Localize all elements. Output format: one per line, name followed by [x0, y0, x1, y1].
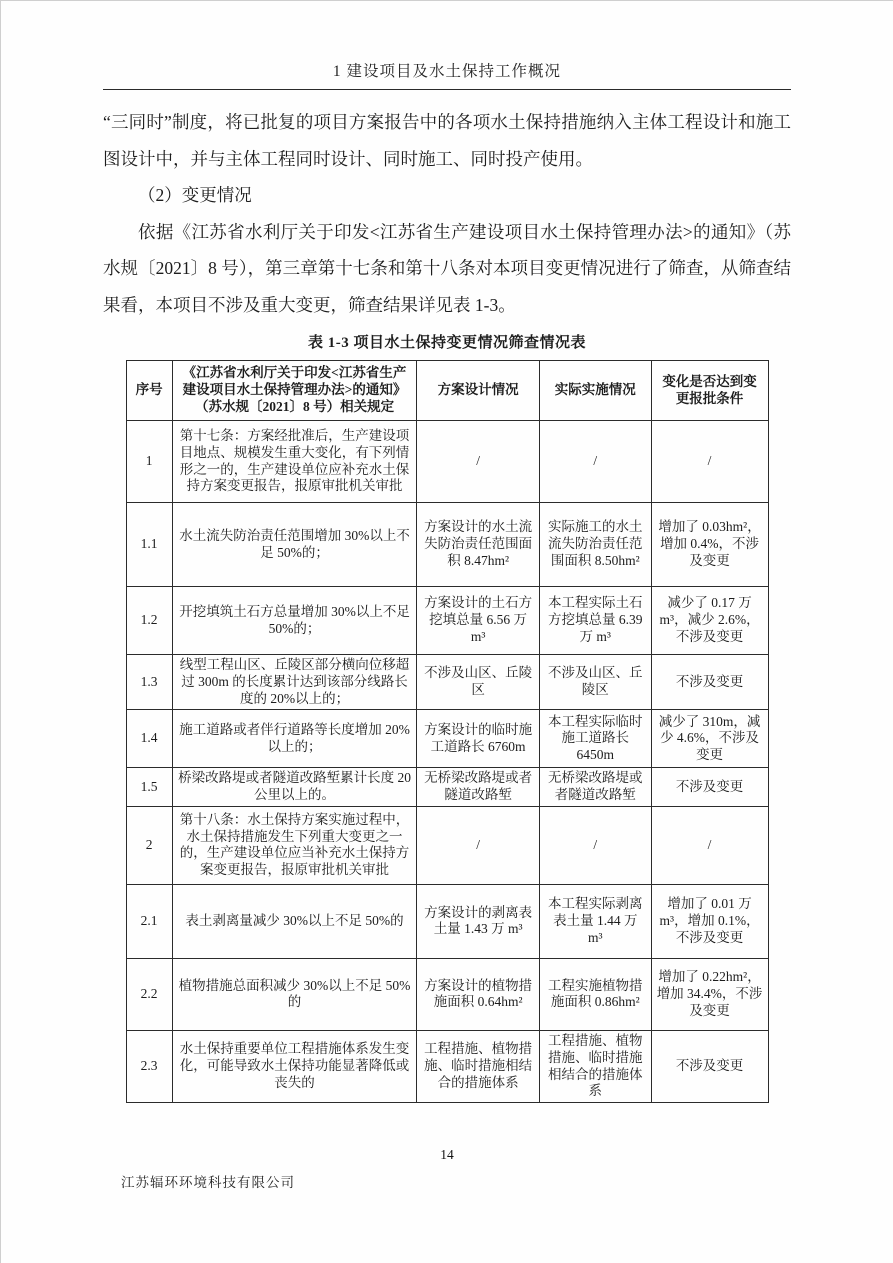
table-row — [126, 503, 768, 587]
table-row — [126, 655, 768, 710]
cell-change: 增加了 0.22hm²，增加 34.4%，不涉及变更 — [651, 958, 768, 1030]
cell-change: 减少了 310m，减少 4.6%，不涉及变更 — [651, 710, 768, 768]
cell-no: 1 — [126, 421, 172, 503]
cell-actual: / — [539, 421, 651, 503]
cell-design: / — [417, 806, 540, 884]
cell-regulation: 第十七条：方案经批准后，生产建设项目地点、规模发生重大变化，有下列情形之一的，生产建设单位应补充水土保持方案变更报告，报原审批机关审批 — [172, 421, 417, 503]
cell-design: 无桥梁改路堤或者隧道改路堑 — [417, 768, 540, 807]
table-row — [126, 1030, 768, 1102]
cell-no: 1.1 — [126, 503, 172, 587]
table-row — [126, 806, 768, 884]
cell-design: 方案设计的水土流失防治责任范围面积 8.47hm² — [417, 503, 540, 587]
cell-actual: 本工程实际剥离表土量 1.44 万 m³ — [539, 884, 651, 958]
cell-regulation: 施工道路或者伴行道路等长度增加 20%以上的； — [172, 710, 417, 768]
cell-change: / — [651, 806, 768, 884]
cell-change: 减少了 0.17 万 m³，减少 2.6%，不涉及变更 — [651, 587, 768, 655]
cell-no: 1.2 — [126, 587, 172, 655]
table-row — [126, 587, 768, 655]
table-title: 表 1-3 项目水土保持变更情况筛查情况表 — [308, 335, 586, 351]
cell-change: 不涉及变更 — [651, 768, 768, 807]
cell-change: 不涉及变更 — [651, 1030, 768, 1102]
cell-design: / — [417, 421, 540, 503]
cell-no: 1.3 — [126, 655, 172, 710]
footer-company: 江苏辐环环境科技有限公司 — [121, 1175, 295, 1190]
cell-regulation: 水土保持重要单位工程措施体系发生变化，可能导致水土保持功能显著降低或丧失的 — [172, 1030, 417, 1102]
cell-no: 2.1 — [126, 884, 172, 958]
cell-actual: 工程实施植物措施面积 0.86hm² — [539, 958, 651, 1030]
paragraph-basis: 依据《江苏省水利厅关于印发<江苏省生产建设项目水土保持管理办法>的通知》（苏水规〔2021〕8 号），第三章第十七条和第十八条对本项目变更情况进行了筛查，从筛查结果看，本项目不涉及重大变更，筛查结果详见表 1-3。 — [103, 221, 791, 315]
paragraph-change-heading: （2）变更情况 — [138, 185, 252, 205]
cell-no: 2.3 — [126, 1030, 172, 1102]
cell-design: 不涉及山区、丘陵区 — [417, 655, 540, 710]
cell-no: 1.4 — [126, 710, 172, 768]
col-header-actual: 实际实施情况 — [539, 361, 651, 421]
cell-change: 不涉及变更 — [651, 655, 768, 710]
cell-regulation: 第十八条：水土保持方案实施过程中，水土保持措施发生下列重大变更之一的，生产建设单位应当补充水土保持方案变更报告，报原审批机关审批 — [172, 806, 417, 884]
cell-regulation: 表土剥离量减少 30%以上不足 50%的 — [172, 884, 417, 958]
cell-actual: 实际施工的水土流失防治责任范围面积 8.50hm² — [539, 503, 651, 587]
cell-regulation: 开挖填筑土石方总量增加 30%以上不足 50%的； — [172, 587, 417, 655]
cell-actual: 不涉及山区、丘陵区 — [539, 655, 651, 710]
col-header-regulation: 《江苏省水利厅关于印发<江苏省生产建设项目水土保持管理办法>的通知》（苏水规〔2021〕8 号）相关规定 — [172, 361, 417, 421]
page-number: 14 — [440, 1147, 454, 1162]
paragraph-continuation: “三同时”制度，将已批复的项目方案报告中的各项水土保持措施纳入主体工程设计和施工图设计中，并与主体工程同时设计、同时施工、同时投产使用。 — [103, 112, 791, 169]
col-header-design: 方案设计情况 — [417, 361, 540, 421]
cell-design: 方案设计的剥离表土量 1.43 万 m³ — [417, 884, 540, 958]
cell-regulation: 线型工程山区、丘陵区部分横向位移超过 300m 的长度累计达到该部分线路长度的 20%以上的； — [172, 655, 417, 710]
page-header-title: 1 建设项目及水土保持工作概况 — [332, 63, 562, 80]
table-row — [126, 884, 768, 958]
cell-actual: 无桥梁改路堤或者隧道改路堑 — [539, 768, 651, 807]
cell-design: 工程措施、植物措施、临时措施相结合的措施体系 — [417, 1030, 540, 1102]
col-header-no: 序号 — [126, 361, 172, 421]
table-header-row — [126, 361, 768, 421]
cell-actual: 工程措施、植物措施、临时措施相结合的措施体系 — [539, 1030, 651, 1102]
cell-actual: / — [539, 806, 651, 884]
cell-change: 增加了 0.01 万 m³，增加 0.1%，不涉及变更 — [651, 884, 768, 958]
table-row — [126, 421, 768, 503]
cell-design: 方案设计的植物措施面积 0.64hm² — [417, 958, 540, 1030]
document-body — [103, 90, 791, 1103]
cell-no: 1.5 — [126, 768, 172, 807]
cell-design: 方案设计的临时施工道路长 6760m — [417, 710, 540, 768]
cell-design: 方案设计的土石方挖填总量 6.56 万 m³ — [417, 587, 540, 655]
cell-regulation: 桥梁改路堤或者隧道改路堑累计长度 20 公里以上的。 — [172, 768, 417, 807]
table-row — [126, 768, 768, 807]
cell-actual: 本工程实际土石方挖填总量 6.39 万 m³ — [539, 587, 651, 655]
table-row — [126, 710, 768, 768]
cell-change: / — [651, 421, 768, 503]
cell-regulation: 植物措施总面积减少 30%以上不足 50%的 — [172, 958, 417, 1030]
col-header-change: 变化是否达到变更报批条件 — [651, 361, 768, 421]
table-row — [126, 958, 768, 1030]
change-screening-table — [126, 360, 769, 1103]
cell-no: 2 — [126, 806, 172, 884]
cell-actual: 本工程实际临时施工道路长 6450m — [539, 710, 651, 768]
cell-change: 增加了 0.03hm²，增加 0.4%，不涉及变更 — [651, 503, 768, 587]
cell-no: 2.2 — [126, 958, 172, 1030]
cell-regulation: 水土流失防治责任范围增加 30%以上不足 50%的； — [172, 503, 417, 587]
